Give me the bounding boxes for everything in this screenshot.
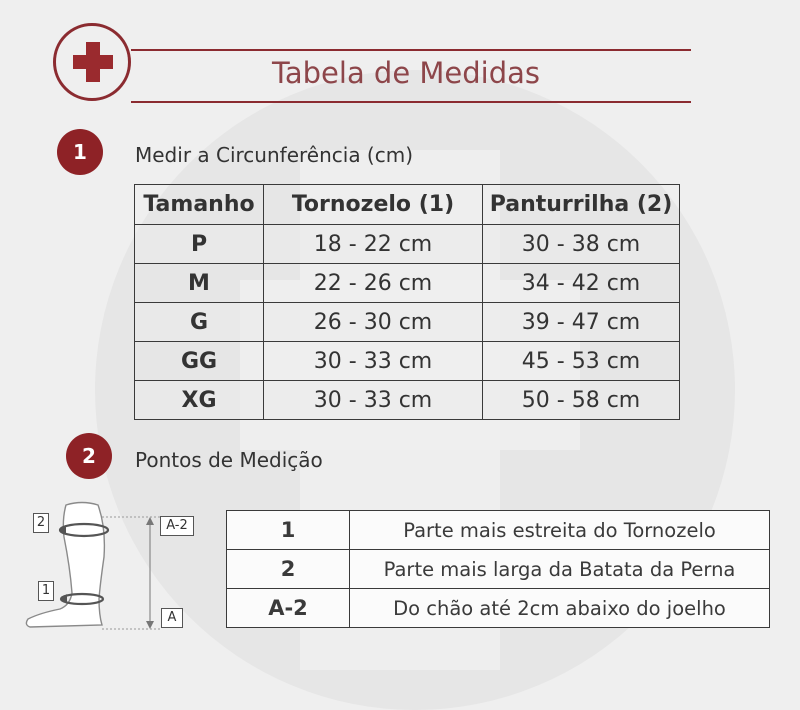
ankle-cell: 30 - 33 cm xyxy=(264,342,483,381)
table-row xyxy=(135,342,680,381)
point-description-cell: Do chão até 2cm abaixo do joelho xyxy=(350,589,770,628)
point-id-cell: 2 xyxy=(227,550,350,589)
table-row xyxy=(135,303,680,342)
calf-cell: 39 - 47 cm xyxy=(483,303,680,342)
size-cell: P xyxy=(135,225,264,264)
table-row xyxy=(227,550,770,589)
ankle-cell: 30 - 33 cm xyxy=(264,381,483,420)
size-cell: M xyxy=(135,264,264,303)
table-row xyxy=(227,589,770,628)
calf-cell: 34 - 42 cm xyxy=(483,264,680,303)
measurement-points-table xyxy=(226,510,770,628)
page-title: Tabela de Medidas xyxy=(271,56,541,90)
section-1-title: Medir a Circunferência (cm) xyxy=(135,143,414,167)
diagram-label-2: 2 xyxy=(33,513,49,533)
arrow-down-icon xyxy=(146,621,154,629)
size-cell: XG xyxy=(135,381,264,420)
size-cell: GG xyxy=(135,342,264,381)
ankle-cell: 26 - 30 cm xyxy=(264,303,483,342)
size-table-header xyxy=(135,185,680,225)
column-header-ankle: Tornozelo (1) xyxy=(264,185,483,225)
size-cell: G xyxy=(135,303,264,342)
header-line-bottom xyxy=(131,101,691,103)
arrow-up-icon xyxy=(146,517,154,525)
table-row xyxy=(135,381,680,420)
point-id-cell: 1 xyxy=(227,511,350,550)
section-2-title: Pontos de Medição xyxy=(135,448,323,472)
point-id-cell: A-2 xyxy=(227,589,350,628)
point-description-cell: Parte mais estreita do Tornozelo xyxy=(350,511,770,550)
ankle-cell: 22 - 26 cm xyxy=(264,264,483,303)
calf-cell: 30 - 38 cm xyxy=(483,225,680,264)
point-description-cell: Parte mais larga da Batata da Perna xyxy=(350,550,770,589)
header-line-top xyxy=(131,49,691,51)
size-table xyxy=(134,184,680,420)
column-header-size: Tamanho xyxy=(135,185,264,225)
table-row xyxy=(135,264,680,303)
diagram-label-a: A xyxy=(161,608,183,628)
column-header-calf: Panturrilha (2) xyxy=(483,185,680,225)
table-row xyxy=(227,511,770,550)
table-row xyxy=(135,225,680,264)
calf-cell: 50 - 58 cm xyxy=(483,381,680,420)
calf-cell: 45 - 53 cm xyxy=(483,342,680,381)
section-2-badge: 2 xyxy=(66,433,112,479)
medical-cross-icon xyxy=(53,23,131,101)
diagram-label-1: 1 xyxy=(38,581,54,601)
section-1-badge: 1 xyxy=(57,129,103,175)
ankle-cell: 18 - 22 cm xyxy=(264,225,483,264)
diagram-label-a2: A-2 xyxy=(160,516,194,536)
